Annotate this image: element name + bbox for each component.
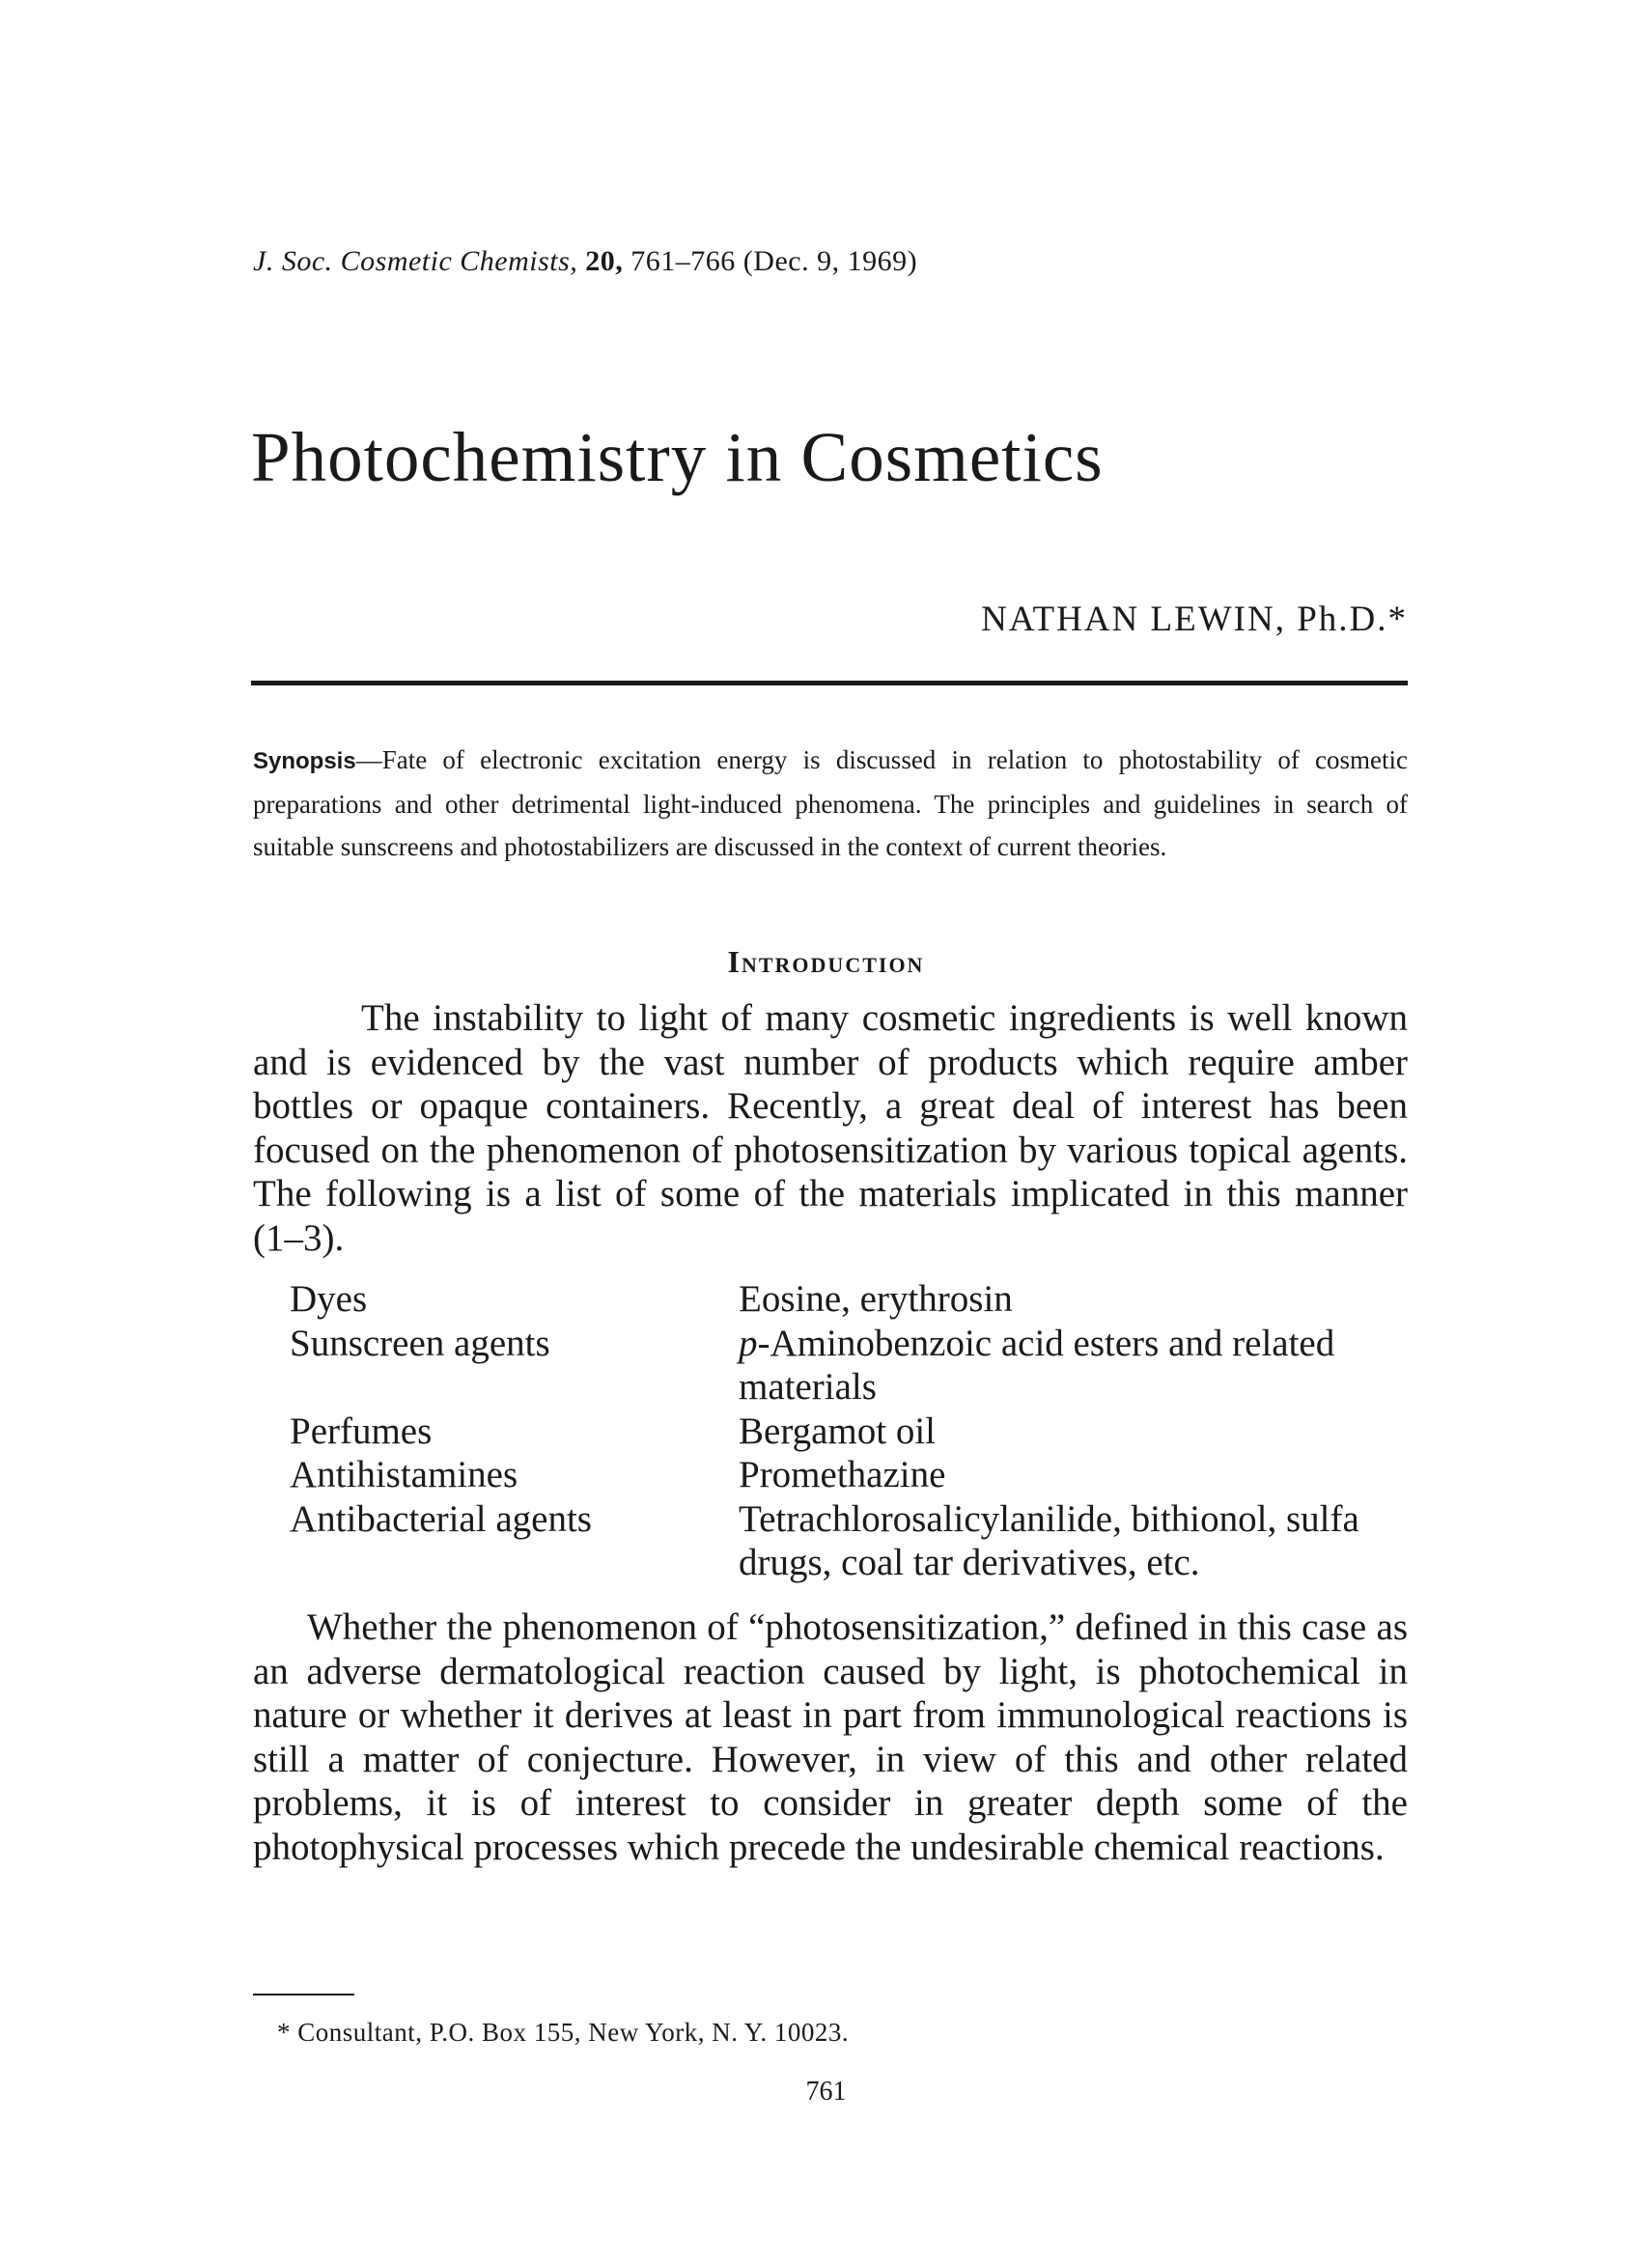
synopsis-text: —Fate of electronic excitation energy is discussed in relation to photostability of cosmetic preparations and other detrimental light-induced phenomena. The principles and guidelines in search of suitable sunscreens and photostabilizers are discussed in the context of current theories. bbox=[253, 745, 1408, 861]
synopsis-label: Synopsis bbox=[253, 748, 356, 774]
materials-list bbox=[290, 1277, 1410, 1585]
title-divider bbox=[251, 681, 1408, 685]
volume-number: 20, bbox=[585, 245, 624, 277]
section-heading: Introduction bbox=[727, 944, 925, 979]
material-examples: p-Aminobenzoic acid esters and related materials bbox=[739, 1322, 1335, 1408]
material-category: Antibacterial agents bbox=[290, 1497, 592, 1540]
material-category: Sunscreen agents bbox=[290, 1322, 550, 1364]
list-item bbox=[290, 1453, 1410, 1497]
page-number: 761 bbox=[805, 2077, 847, 2107]
material-category: Perfumes bbox=[290, 1410, 433, 1452]
pages-and-date: 761–766 (Dec. 9, 1969) bbox=[630, 245, 918, 277]
footnote: * Consultant, P.O. Box 155, New York, N. Y. 10023. bbox=[277, 2018, 850, 2047]
list-item bbox=[290, 1277, 1410, 1322]
synopsis bbox=[253, 739, 1408, 868]
citation-line bbox=[253, 245, 917, 278]
paragraph-photosensitization: Whether the phenomenon of “photosensitization,” defined in this case as an adverse dermatological reaction caused by light, is photochemical in nature or whether it derives at least in part from immunological reactions is still a matter of conjecture. However, in view of this and other related problems, it is of interest to consider in greater depth some of the photophysical processes which precede the undesirable chemical reactions. bbox=[253, 1606, 1408, 1868]
list-item bbox=[290, 1410, 1410, 1454]
material-category: Dyes bbox=[290, 1278, 368, 1320]
material-category: Antihistamines bbox=[290, 1454, 518, 1495]
material-examples: Eosine, erythrosin bbox=[739, 1278, 1013, 1320]
list-item bbox=[290, 1322, 1410, 1410]
article-title: Photochemistry in Cosmetics bbox=[251, 418, 1104, 496]
footnote-divider bbox=[253, 1994, 354, 1996]
paragraph-intro: The instability to light of many cosmetic ingredients is well known and is evidenced by the vast number of products which require amber bottles or opaque containers. Recently, a great deal of interest has been focused on the phenomenon of photosensitization by various topical agents. The following is a list of some of the materials implicated in this manner (1–3). bbox=[253, 997, 1408, 1259]
material-examples: Bergamot oil bbox=[739, 1410, 937, 1452]
list-item bbox=[290, 1497, 1410, 1585]
author-name: NATHAN LEWIN, Ph.D.* bbox=[981, 600, 1408, 639]
material-examples: Promethazine bbox=[739, 1454, 946, 1495]
material-examples: Tetrachlorosalicylanilide, bithionol, sulfa drugs, coal tar derivatives, etc. bbox=[739, 1497, 1359, 1583]
journal-name: J. Soc. Cosmetic Chemists, bbox=[253, 245, 578, 277]
